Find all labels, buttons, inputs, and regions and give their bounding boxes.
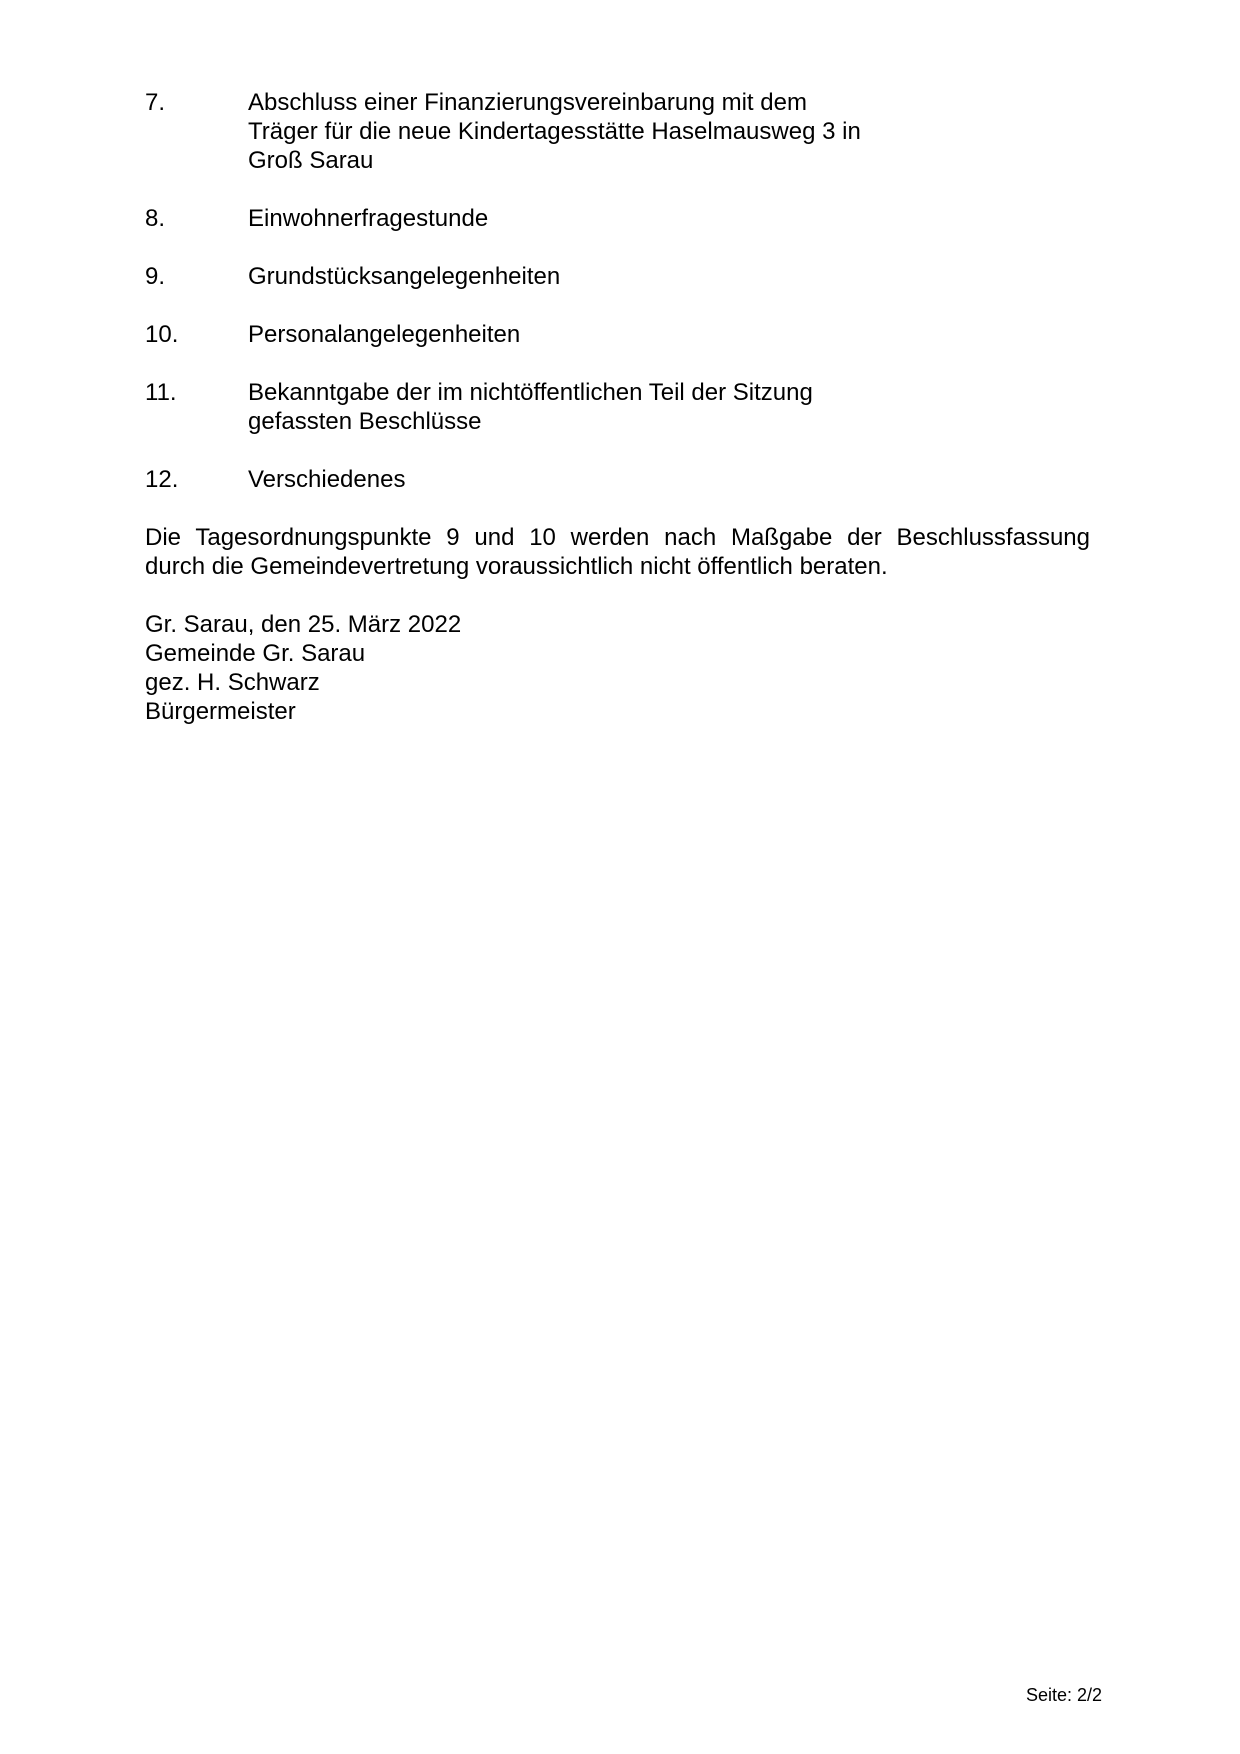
agenda-item-line: gefassten Beschlüsse — [248, 408, 482, 435]
agenda-item-text — [248, 378, 1090, 436]
agenda-item-9 — [145, 262, 1090, 291]
agenda-item-text — [248, 465, 1090, 494]
agenda-item-number: 7. — [145, 89, 166, 116]
agenda-item-8 — [145, 204, 1090, 233]
signature-place-date: Gr. Sarau, den 25. März 2022 — [145, 611, 462, 638]
agenda-item-text — [248, 320, 1090, 349]
agenda-item-number: 11. — [145, 379, 177, 406]
agenda-item-line: Grundstücksangelegenheiten — [248, 263, 561, 290]
agenda-item-line: Verschiedenes — [248, 466, 406, 493]
note-line: durch die Gemeindevertretung voraussichtlich nicht öffentlich beraten. — [145, 553, 888, 580]
page-number: Seite: 2/2 — [1025, 1685, 1102, 1705]
agenda-item-line: Träger für die neue Kindertagesstätte Haselmausweg 3 in — [248, 118, 861, 145]
agenda-item-12 — [145, 465, 1090, 494]
signature-signed-by: gez. H. Schwarz — [145, 669, 320, 696]
agenda-item-number: 12. — [145, 466, 179, 493]
signature-municipality: Gemeinde Gr. Sarau — [145, 640, 366, 667]
agenda-item-line: Einwohnerfragestunde — [248, 205, 489, 232]
agenda-item-line: Bekanntgabe der im nichtöffentlichen Teil der Sitzung — [248, 379, 813, 406]
signature-block — [145, 610, 1090, 726]
agenda-item-10 — [145, 320, 1090, 349]
agenda-item-line: Abschluss einer Finanzierungsvereinbarung mit dem — [248, 89, 807, 116]
agenda-item-number: 8. — [145, 205, 166, 232]
agenda-item-text — [248, 88, 1090, 175]
note-line: Die Tagesordnungspunkte 9 und 10 werden nach Maßgabe der Beschlussfassung — [145, 524, 1090, 551]
agenda-item-number: 10. — [145, 321, 179, 348]
agenda-item-line: Personalangelegenheiten — [248, 321, 521, 348]
agenda-item-line: Groß Sarau — [248, 147, 374, 174]
non-public-note — [145, 523, 1090, 581]
document-content — [145, 88, 1090, 726]
signature-role: Bürgermeister — [145, 698, 296, 725]
agenda-item-7 — [145, 88, 1090, 175]
agenda-item-11 — [145, 378, 1090, 436]
agenda-item-number: 9. — [145, 263, 166, 290]
agenda-item-text — [248, 262, 1090, 291]
agenda-item-text — [248, 204, 1090, 233]
